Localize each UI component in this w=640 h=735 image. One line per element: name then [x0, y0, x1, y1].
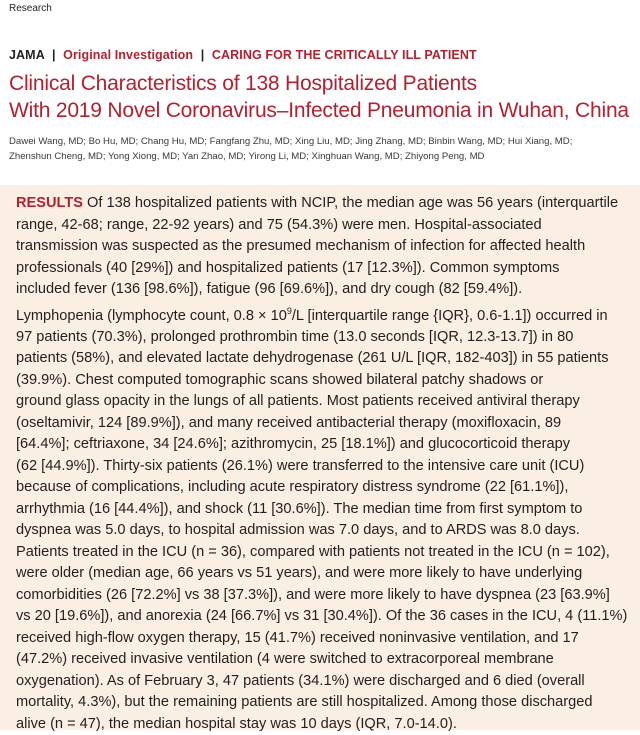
author-line: Zhenshun Cheng, MD; Yong Xiong, MD; Yan Zhao, MD; Yirong Li, MD; Xinghuan Wang, MD; Zhiyong Peng, MD [9, 151, 485, 162]
abstract-line [16, 193, 632, 215]
article-title [9, 70, 634, 124]
abstract-line: professionals (40 [29%]) and hospitalized patients (17 [12.3%]). Common symptoms [16, 259, 560, 276]
abstract-line-text: Of 138 hospitalized patients with NCIP, the median age was 56 years (interquartile [87, 195, 619, 211]
abstract-line: ground glass opacity in the lungs of all patients. Most patients received antiviral therapy [16, 393, 580, 410]
article-theme: CARING FOR THE CRITICALLY ILL PATIENT [211, 48, 477, 62]
abstract-line: vs 20 [19.6%]), and anorexia (24 [66.7%] vs 31 [30.4%]). Of the 36 cases in the ICU, 4 (11.1%) [16, 608, 628, 625]
title-line: Clinical Characteristics of 138 Hospitalized Patients [9, 72, 477, 95]
journal-name: JAMA [9, 48, 45, 62]
abstract-line: mortality, 4.3%), but the remaining patients are still hospitalized. Among those discharged [16, 694, 593, 711]
separator: | [200, 48, 205, 62]
abstract-line: dyspnea was 5.0 days, to hospital admission was 7.0 days, and to ARDS was 8.0 days. [16, 522, 580, 539]
article-type: Original Investigation [63, 48, 194, 62]
abstract-line: patients (58%), and elevated lactate dehydrogenase (261 U/L [IQR, 182-403]) in 55 patients [16, 350, 609, 367]
abstract-line: received high-flow oxygen therapy, 15 (41.7%) received noninvasive ventilation, and 17 [16, 629, 579, 646]
abstract-line: alive (n = 47), the median hospital stay was 10 days (IQR, 7.0-14.0). [16, 715, 457, 732]
abstract-line: oxygenation). As of February 3, 47 patients (34.1%) were discharged and 6 died (overall [16, 672, 585, 689]
abstract-line: were older (median age, 66 years vs 51 years), and were more likely to have underlying [16, 565, 583, 582]
author-list [9, 134, 634, 164]
lymphopenia-text: /L [interquartile range {IQR}, 0.6-1.1]) occurred in [291, 307, 608, 324]
abstract-line: 97 patients (70.3%), prolonged prothrombin time (13.0 seconds [IQR, 12.3-13.7]) in 80 [16, 328, 574, 345]
abstract-line: (39.9%). Chest computed tomographic scans showed bilateral patchy shadows or [16, 371, 544, 388]
abstract-line [16, 301, 632, 327]
section-label: Research [9, 3, 52, 14]
abstract-line: (47.2%) received invasive ventilation (4 were switched to extracorporeal membrane [16, 651, 554, 668]
author-line: Dawei Wang, MD; Bo Hu, MD; Chang Hu, MD; Fangfang Zhu, MD; Xing Liu, MD; Jing Zhang, MD; Binbin Wang, MD; Hui Xiang, MD; [9, 136, 573, 147]
abstract-line: (oseltamivir, 124 [89.9%]), and many received antibacterial therapy (moxifloxacin, 89 [16, 414, 562, 431]
abstract-line: included fever (136 [98.6%]), fatigue (96 [69.6%]), and dry cough (82 [59.4%]). [16, 281, 523, 297]
abstract-line: range, 42-68; range, 22-92 years) and 75 (54.3%) were men. Hospital-associated [16, 216, 542, 233]
abstract-line: arrhythmia (16 [44.4%]), and shock (11 [30.6%]). The median time from first symptom to [16, 500, 583, 517]
abstract-line: comorbidities (26 [72.2%] vs 38 [37.3%]), and were more likely to have dyspnea (23 [63.9%] [16, 586, 610, 603]
abstract-line: [64.4%]; ceftriaxone, 34 [24.6%]; azithromycin, 25 [18.1%]) and glucocorticoid therapy [16, 436, 571, 453]
journal-header [9, 48, 477, 62]
abstract-line: transmission was suspected as the presumed mechanism of infection for affected health [16, 238, 586, 254]
abstract-line: Patients treated in the ICU (n = 36), compared with patients not treated in the ICU (n = 102), [16, 543, 610, 560]
results-label: RESULTS [16, 195, 84, 211]
abstract-results [16, 193, 632, 735]
abstract-line: (62 [44.9%]). Thirty-six patients (26.1%) were transferred to the intensive care unit (ICU) [16, 457, 585, 474]
title-line: With 2019 Novel Coronavirus–Infected Pneumonia in Wuhan, China [9, 99, 629, 122]
exponent: 9 [286, 305, 292, 316]
separator: | [51, 48, 56, 62]
lymphopenia-text: Lymphopenia (lymphocyte count, 0.8 × 10 [16, 307, 287, 324]
abstract-line: because of complications, including acute respiratory distress syndrome (22 [61.1%]), [16, 479, 569, 496]
